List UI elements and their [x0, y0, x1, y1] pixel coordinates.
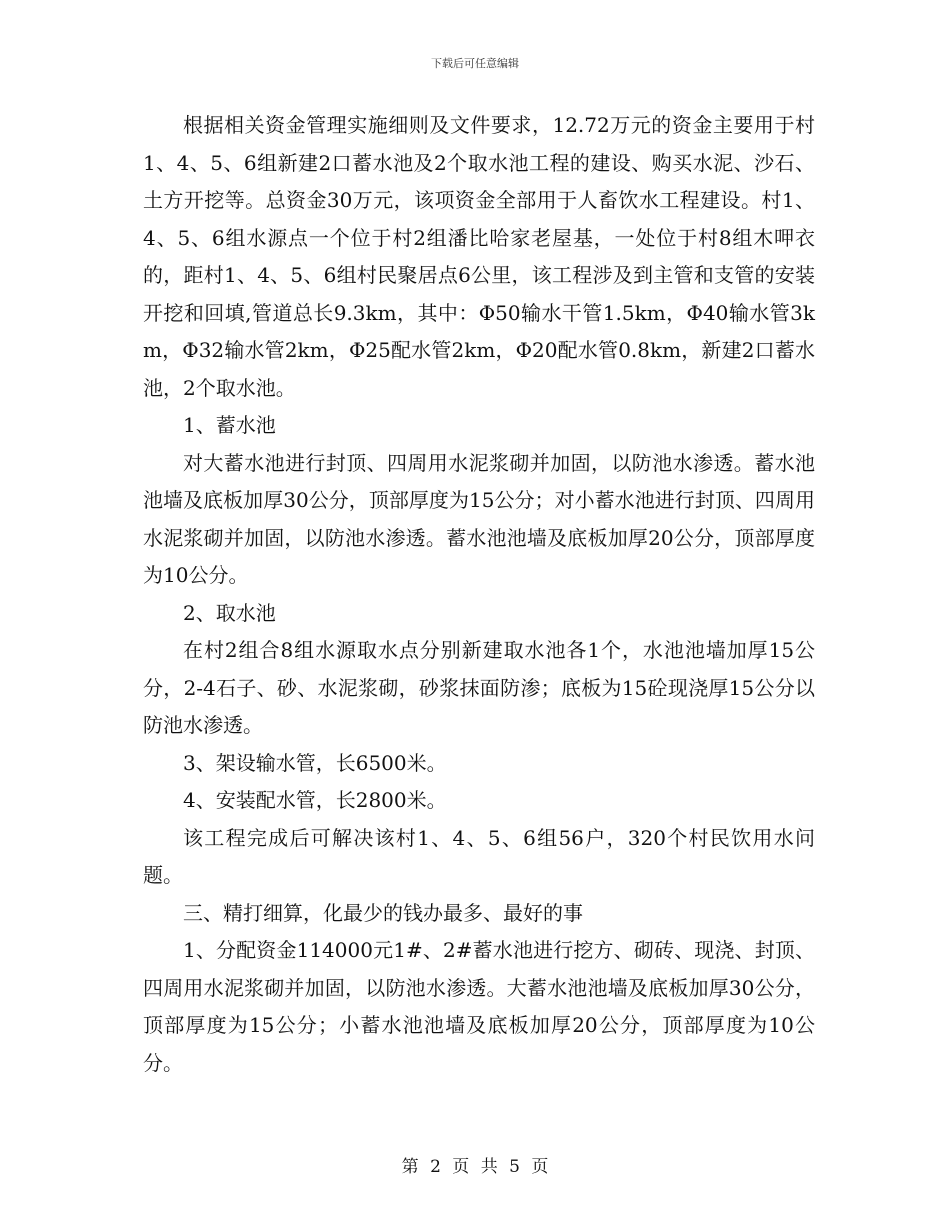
page-number: 第 2 页 共 5 页	[401, 1157, 549, 1177]
paragraph-outcome: 该工程完成后可解决该村1、4、5、6组56户，320个村民饮用水问题。	[143, 825, 815, 887]
heading-intake-pool: 2、取水池	[183, 600, 276, 625]
paragraph-transmission-pipe: 3、架设输水管，长6500米。	[183, 750, 447, 775]
section-heading-three: 三、精打细算，化最少的钱办最多、最好的事	[183, 900, 583, 925]
paragraph-funding: 根据相关资金管理实施细则及文件要求，12.72万元的资金主要用于村1、4、5、6组新建2口蓄水池及2个取水池工程的建设、购买水泥、沙石、土方开挖等。总资金30万元，该项资金全部用于人畜饮水工程建设。村1、4、5、6组水源点一个位于村2组潘比哈家老屋基，一处位于村8组木呷衣的，距村1、4、5、6组村民聚居点6公里，该工程涉及到主管和支管的安装开挖和回填,管道总长9.3km，其中：Φ50输水干管1.5km，Φ40输水管3km，Φ32输水管2km，Φ25配水管2km，Φ20配水管0.8km，新建2口蓄水池，2个取水池。	[143, 113, 815, 400]
paragraph-intake-pool: 在村2组合8组水源取水点分别新建取水池各1个，水池池墙加厚15公分，2-4石子、砂、水泥浆砌，砂浆抹面防渗；底板为15砼现浇厚15公分以防池水渗透。	[143, 638, 815, 737]
paragraph-distribution-pipe: 4、安装配水管，长2800米。	[183, 788, 447, 812]
heading-reservoir: 1、蓄水池	[183, 413, 276, 437]
document-body	[143, 107, 815, 1082]
paragraph-allocation: 1、分配资金114000元1#、2#蓄水池进行挖方、砌砖、现浇、封顶、四周用水泥浆砌并加固，以防池水渗透。大蓄水池池墙及底板加厚30公分，顶部厚度为15公分；小蓄水池池墙及底板加厚20公分，顶部厚度为10公分。	[143, 938, 815, 1075]
page-header: 下载后可任意编辑	[431, 57, 519, 70]
paragraph-reservoir: 对大蓄水池进行封顶、四周用水泥浆砌并加固，以防池水渗透。蓄水池池墙及底板加厚30公分，顶部厚度为15公分；对小蓄水池进行封顶、四周用水泥浆砌并加固，以防池水渗透。蓄水池池墙及底板加厚20公分，顶部厚度为10公分。	[143, 450, 815, 587]
